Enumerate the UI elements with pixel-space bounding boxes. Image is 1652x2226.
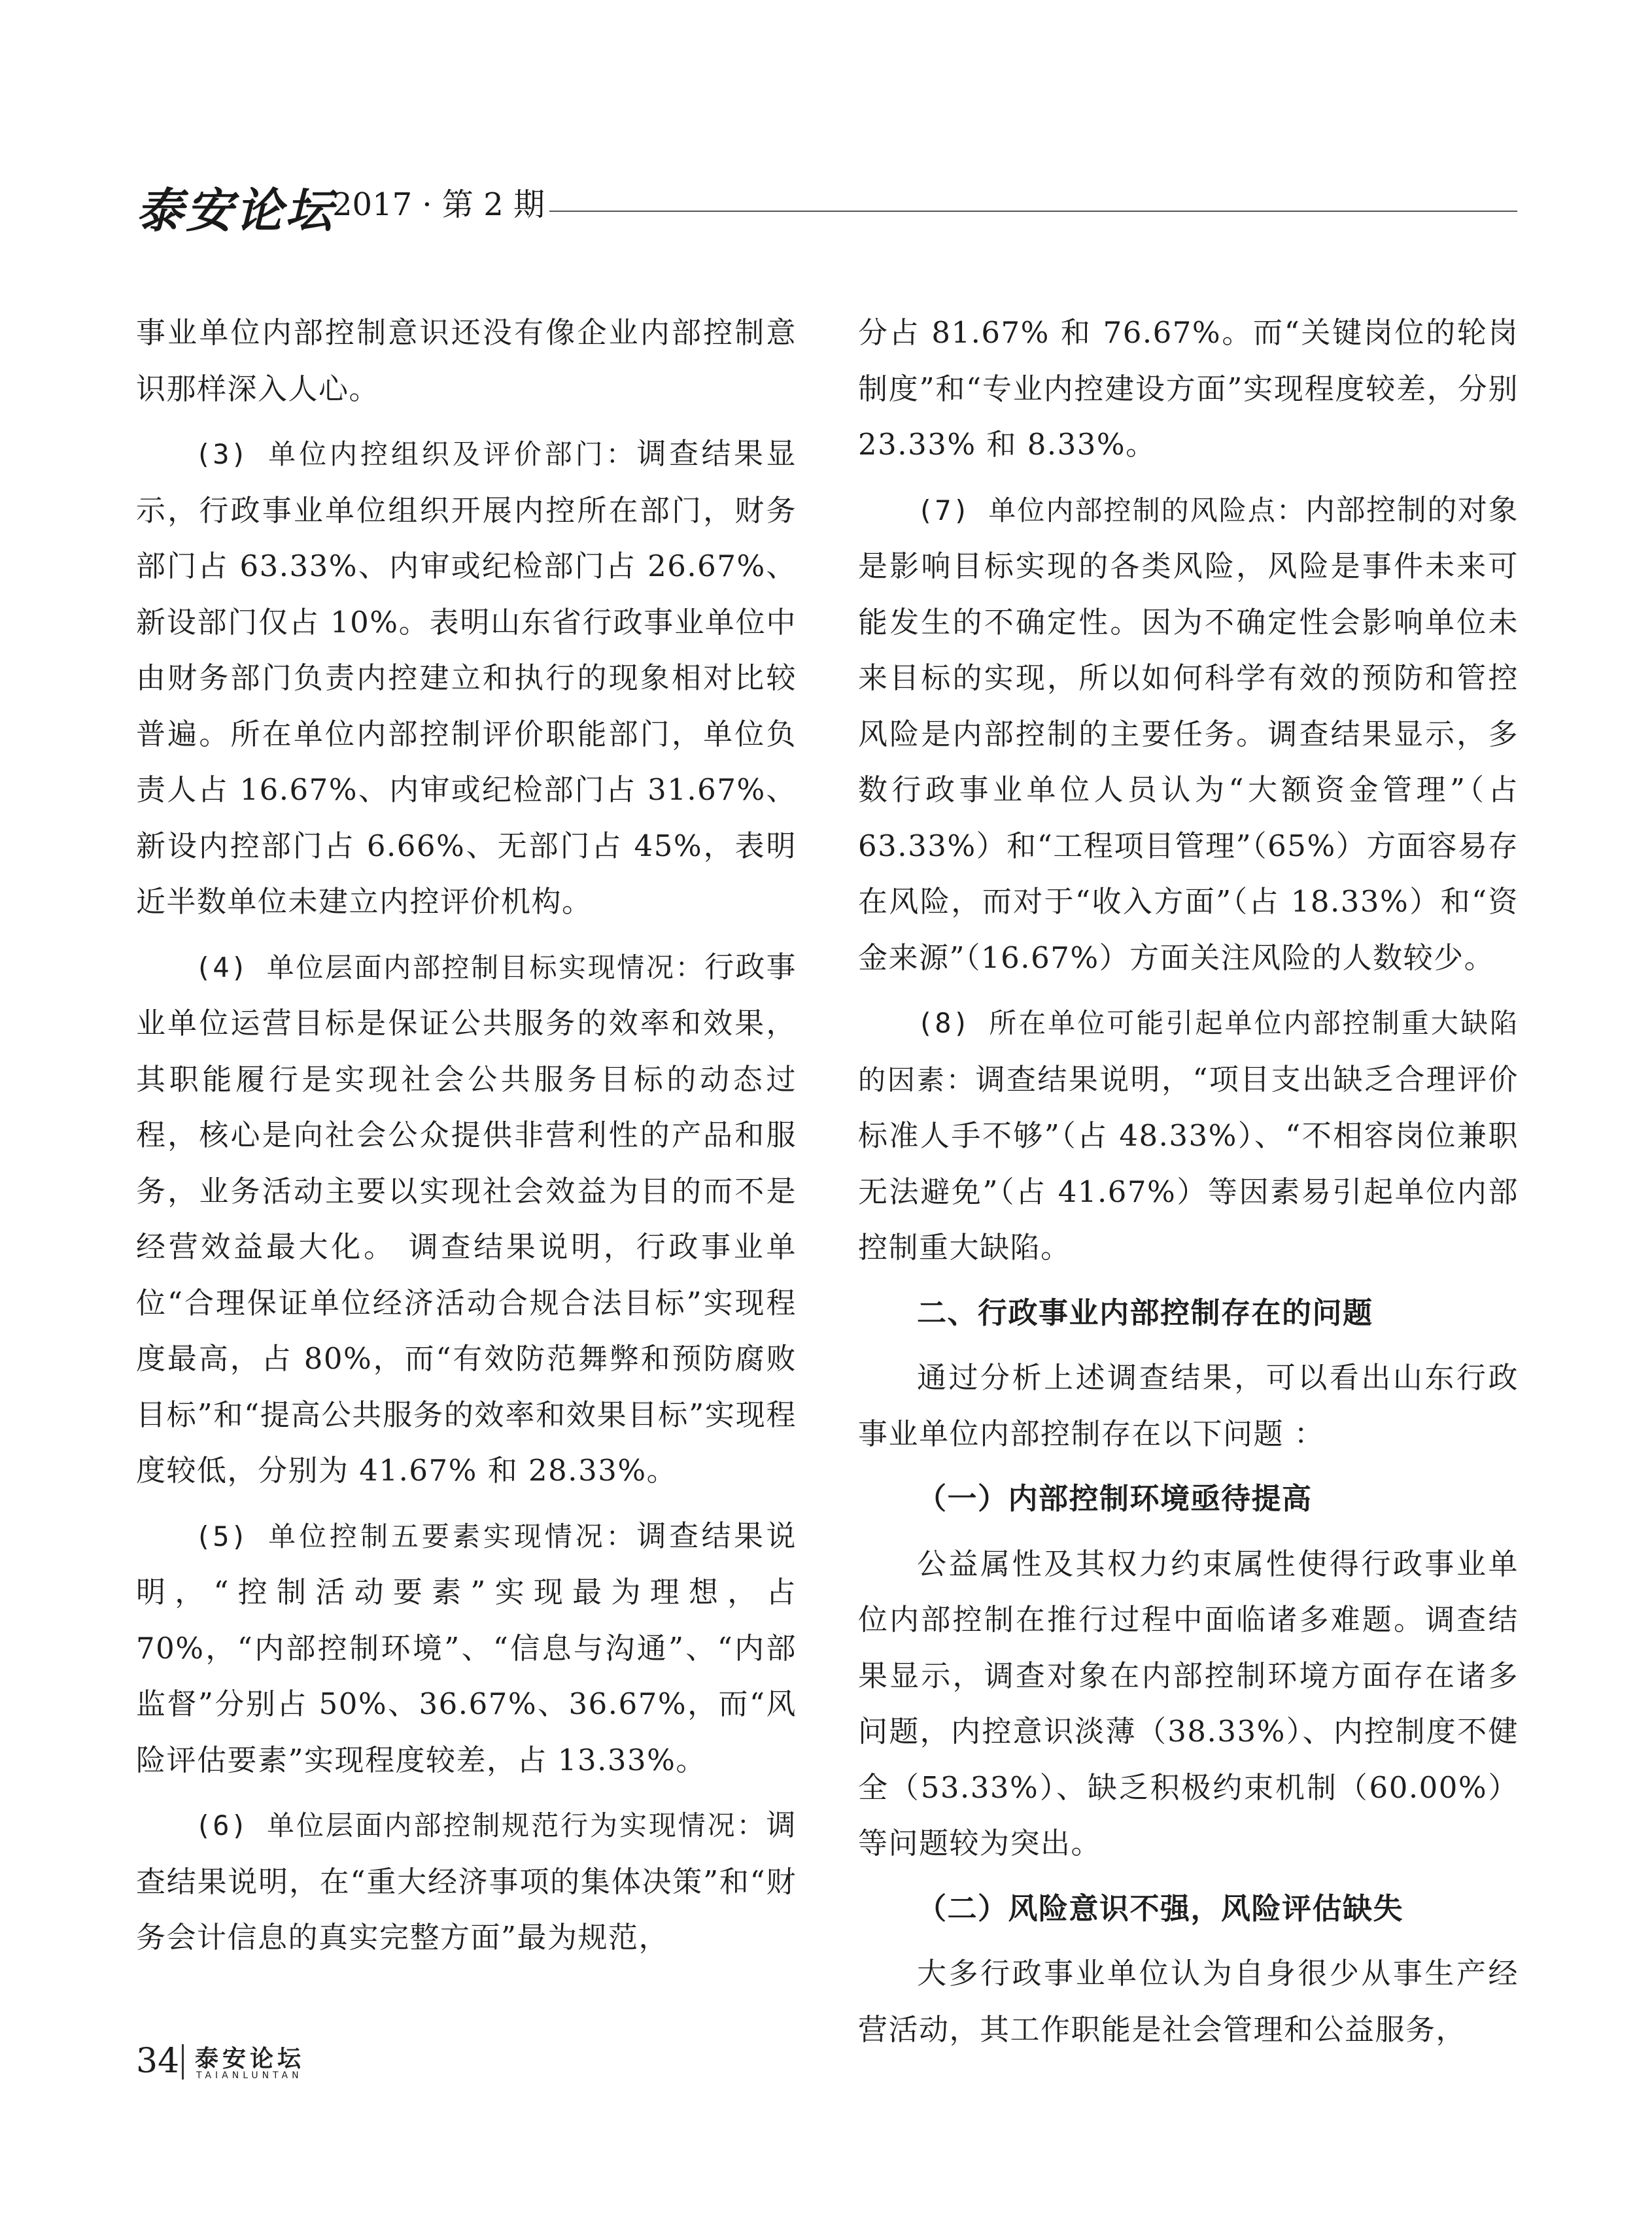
- paragraph-text: 调查结果说明，“项目支出缺乏合理评价标准人手不够”（占 48.33%）、“不相容岗位兼职无法避免”（占 41.67%）等因素易引起单位内部控制重大缺陷。: [858, 1061, 1519, 1265]
- page-header: [136, 169, 1517, 238]
- section-label: (8) 所在单位可能引起单位内部控制重大缺陷的因素：: [858, 1007, 1519, 1096]
- header-rule: [549, 211, 1517, 212]
- paragraph: [136, 1797, 797, 1966]
- subsection-heading: （一）内部控制环境亟待提高: [917, 1481, 1313, 1516]
- subsection-heading: （二）风险意识不强，风险评估缺失: [917, 1891, 1404, 1926]
- section-label: (4) 单位层面内部控制目标实现情况：: [195, 951, 705, 984]
- page-number: 34: [136, 2042, 180, 2081]
- footer-journal-name: 泰安论坛: [195, 2046, 305, 2072]
- section-label: (5) 单位控制五要素实现情况：: [195, 1520, 637, 1552]
- section-label: (3) 单位内控组织及评价部门：: [195, 438, 637, 470]
- paragraph: [858, 482, 1519, 986]
- footer-journal-pinyin: TAIANLUNTAN: [196, 2070, 303, 2081]
- footer-divider: [182, 2044, 184, 2080]
- section-heading: 二、行政事业内部控制存在的问题: [917, 1295, 1373, 1330]
- paragraph: [858, 995, 1519, 1276]
- issue-label: 2017 · 第 2 期: [332, 186, 545, 223]
- paragraph: 大多行政事业单位认为自身很少从事生产经营活动，其工作职能是社会管理和公益服务，: [858, 1956, 1519, 2047]
- paragraph: 事业单位内部控制意识还没有像企业内部控制意识那样深入人心。: [136, 315, 797, 406]
- paragraph-text: 内部控制的对象是影响目标实现的各类风险，风险是事件未来可能发生的不确定性。因为不确定性会影响单位未来目标的实现，所以如何科学有效的预防和管控风险是内部控制的主要任务。调查结果显示，多数行政事业单位人员认为“大额资金管理”（占 63.33%）和“工程项目管理”（65%）方面容易存在风险，而对于“收入方面”（占 18.33%）和“资金来源”（16.67%）方面关注风险的人数较少。: [858, 492, 1519, 975]
- paragraph: [136, 426, 797, 930]
- left-column: [136, 305, 797, 1975]
- section-label: (7) 单位内部控制的风险点：: [917, 494, 1306, 526]
- paragraph-text: 行政事业单位运营目标是保证公共服务的效率和效果，其职能履行是实现社会公共服务目标的动态过程，核心是向社会公众提供非营利性的产品和服务，业务活动主要以实现社会效益为目的而不是经营效益最大化。 调查结果说明，行政事业单位“合理保证单位经济活动合规合法目标”实现程度最高，占 80%，而“有效防范舞弊和预防腐败目标”和“提高公共服务的效率和效果目标”实现程度较低，分别为 41.67% 和 28.33%。: [136, 949, 797, 1488]
- right-column: [858, 305, 1519, 2066]
- section-label: (6) 单位层面内部控制规范行为实现情况：: [195, 1809, 766, 1841]
- paragraph: [136, 1508, 797, 1789]
- paragraph-text: 调查结果说明，“控制活动要素”实现最为理想，占 70%，“内部控制环境”、“信息与沟通”、“内部监督”分别占 50%、36.67%、36.67%，而“风险评估要素”实现程度较差，占 13.33%。: [136, 1518, 797, 1777]
- paragraph: [136, 939, 797, 1499]
- paragraph: 分占 81.67% 和 76.67%。而“关键岗位的轮岗制度”和“专业内控建设方面”实现程度较差，分别 23.33% 和 8.33%。: [858, 315, 1519, 462]
- paragraph: 公益属性及其权力约束属性使得行政事业单位内部控制在推行过程中面临诸多难题。调查结果显示，调查对象在内部控制环境方面存在诸多问题，内控意识淡薄（38.33%）、内控制度不健全（53.33%）、缺乏积极约束机制（60.00%）等问题较为突出。: [858, 1546, 1519, 1860]
- paragraph-text: 调查结果说明，在“重大经济事项的集体决策”和“财务会计信息的真实完整方面”最为规范，: [136, 1807, 797, 1955]
- paragraph: 通过分析上述调查结果，可以看出山东行政事业单位内部控制存在以下问题 ：: [858, 1360, 1519, 1451]
- paragraph-text: 调查结果显示，行政事业单位组织开展内控所在部门，财务部门占 63.33%、内审或纪检部门占 26.67%、新设部门仅占 10%。表明山东省行政事业单位中由财务部门负责内控建立和执行的现象相对比较普遍。所在单位内部控制评价职能部门，单位负责人占 16.67%、内审或纪检部门占 31.67%、新设内控部门占 6.66%、无部门占 45%，表明近半数单位未建立内控评价机构。: [136, 436, 797, 919]
- journal-logo: 泰安论坛: [136, 182, 336, 238]
